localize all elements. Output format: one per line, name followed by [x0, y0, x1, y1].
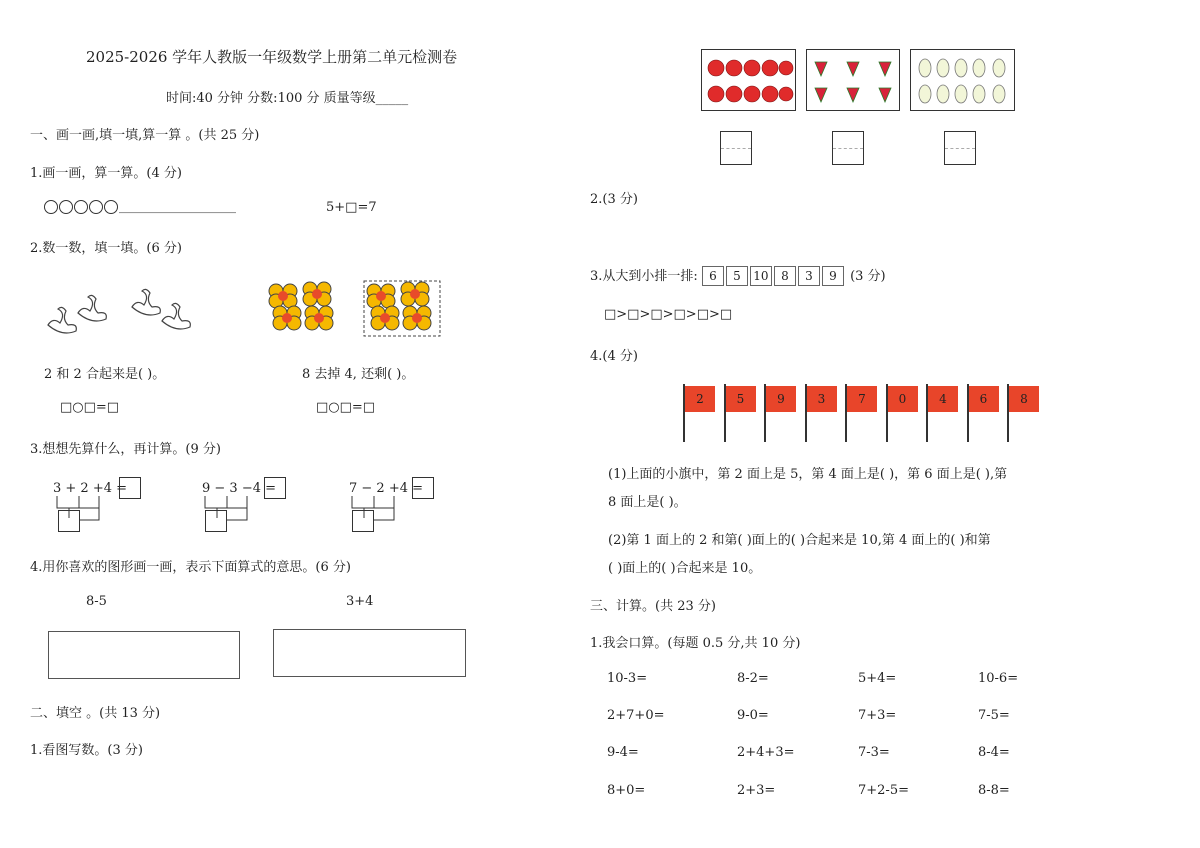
number-card: 8 [774, 266, 796, 286]
calc-item: 10-6= [978, 671, 1019, 686]
q4-expr-b: 3+4 [346, 594, 374, 609]
pear-frame [910, 49, 1015, 111]
q4-expr-a: 8-5 [86, 594, 107, 609]
circle-row [44, 199, 236, 214]
q2-right-eq: □○□=□ [316, 400, 376, 415]
calc-item: 9-0= [737, 708, 769, 723]
calc-item: 8-2= [737, 671, 769, 686]
order-answer: □>□>□>□>□>□ [604, 307, 733, 322]
flag-number: 8 [1009, 386, 1039, 412]
flag-item [967, 384, 1003, 444]
section1-heading: 一、画一画,填一填,算一算 。(共 25 分) [30, 128, 260, 143]
answer-box[interactable] [944, 131, 976, 165]
q2-label: 2.数一数，填一填。(6 分) [30, 241, 182, 256]
flag-number: 7 [847, 386, 877, 412]
flag-item [1007, 384, 1043, 444]
answer-box[interactable] [832, 131, 864, 165]
number-card: 5 [726, 266, 748, 286]
calc-item: 2+4+3= [737, 745, 795, 760]
s2-q3 [590, 265, 886, 286]
s3-q1-label: 1.我会口算。(每题 0.5 分,共 10 分) [590, 636, 801, 651]
number-card: 10 [750, 266, 772, 286]
flag-number: 2 [685, 386, 715, 412]
page-title: 2025-2026 学年人教版一年级数学上册第二单元检测卷 [86, 48, 458, 66]
q1-label: 1.画一画，算一算。(4 分) [30, 166, 182, 181]
s2-q4-sub1a: (1)上面的小旗中，第 2 面上是 5，第 4 面上是( )，第 6 面上是( ),第 [608, 467, 1008, 482]
q1-equation: 5+□=7 [326, 200, 377, 215]
answer-box[interactable] [119, 477, 141, 499]
swan-picture [40, 285, 200, 337]
flag-number: 6 [969, 386, 999, 412]
drawing-area-a[interactable] [48, 631, 240, 679]
s2-q4-sub1b: 8 面上是( )。 [608, 495, 687, 510]
number-card: 9 [822, 266, 844, 286]
flag-number: 3 [807, 386, 837, 412]
number-card: 3 [798, 266, 820, 286]
flower-picture [265, 280, 445, 338]
calc-item: 9-4= [607, 745, 639, 760]
number-card: 6 [702, 266, 724, 286]
circle-icon [104, 200, 118, 214]
flag-number: 9 [766, 386, 796, 412]
exam-info: 时间:40 分钟 分数:100 分 质量等级_____ [166, 91, 409, 106]
answer-box[interactable] [412, 477, 434, 499]
s2-q2-label: 2.(3 分) [590, 192, 638, 207]
s2-q4-sub2a: (2)第 1 面上的 2 和第( )面上的( )合起来是 10,第 4 面上的( )和第 [608, 533, 991, 548]
calc-item: 2+3= [737, 783, 776, 798]
pear-icon-group [911, 50, 1014, 110]
section3-heading: 三、计算。(共 23 分) [590, 599, 716, 614]
flag-item [805, 384, 841, 444]
q2-right-text: 8 去掉 4, 还剩( )。 [302, 367, 415, 382]
circle-icon [74, 200, 88, 214]
q2-left-text: 2 和 2 合起来是( )。 [44, 367, 166, 382]
q4-label: 4.用你喜欢的图形画一画，表示下面算式的意思。(6 分) [30, 560, 351, 575]
strawberry-frame [806, 49, 900, 111]
calc-item: 7-5= [978, 708, 1010, 723]
answer-box[interactable] [720, 131, 752, 165]
q3-expr-2: 9 − 3 −4 = [202, 481, 277, 496]
s2-q1-label: 1.看图写数。(3 分) [30, 743, 143, 758]
flag-item [724, 384, 760, 444]
bracket-line [55, 495, 105, 523]
s2-q4-label: 4.(4 分) [590, 349, 638, 364]
answer-box[interactable] [264, 477, 286, 499]
calc-item: 7-3= [858, 745, 890, 760]
apple-frame [701, 49, 796, 111]
drawing-area-b[interactable] [273, 629, 466, 677]
flag-item [764, 384, 800, 444]
flag-item [683, 384, 719, 444]
s2-q4-sub2b: ( )面上的( )合起来是 10。 [608, 561, 762, 576]
q3-expr-3: 7 − 2 +4 = [349, 481, 424, 496]
circle-icon [44, 200, 58, 214]
section2-heading: 二、填空 。(共 13 分) [30, 706, 161, 721]
flag-item [886, 384, 922, 444]
answer-line: __________________ [119, 199, 236, 214]
calc-item: 7+2-5= [858, 783, 909, 798]
bracket-line [203, 495, 253, 523]
flag-item [845, 384, 881, 444]
calc-item: 5+4= [858, 671, 897, 686]
q2-left-eq: □○□=□ [60, 400, 120, 415]
circle-icon [59, 200, 73, 214]
calc-item: 2+7+0= [607, 708, 665, 723]
bracket-line [350, 495, 400, 523]
calc-item: 7+3= [858, 708, 897, 723]
calc-item: 8+0= [607, 783, 646, 798]
flag-number: 0 [888, 386, 918, 412]
calc-item: 10-3= [607, 671, 648, 686]
s2-q3-points: (3 分) [850, 269, 886, 284]
calc-item: 8-4= [978, 745, 1010, 760]
q3-label: 3.想想先算什么，再计算。(9 分) [30, 442, 221, 457]
flag-number: 4 [928, 386, 958, 412]
q3-expr-1: 3 + 2 +4 = [53, 481, 128, 496]
flag-number: 5 [726, 386, 756, 412]
s2-q3-label: 3.从大到小排一排: [590, 269, 698, 284]
strawberry-icon-group [807, 50, 899, 110]
flag-item [926, 384, 962, 444]
calc-item: 8-8= [978, 783, 1010, 798]
circle-icon [89, 200, 103, 214]
apple-icon-group [702, 50, 795, 110]
